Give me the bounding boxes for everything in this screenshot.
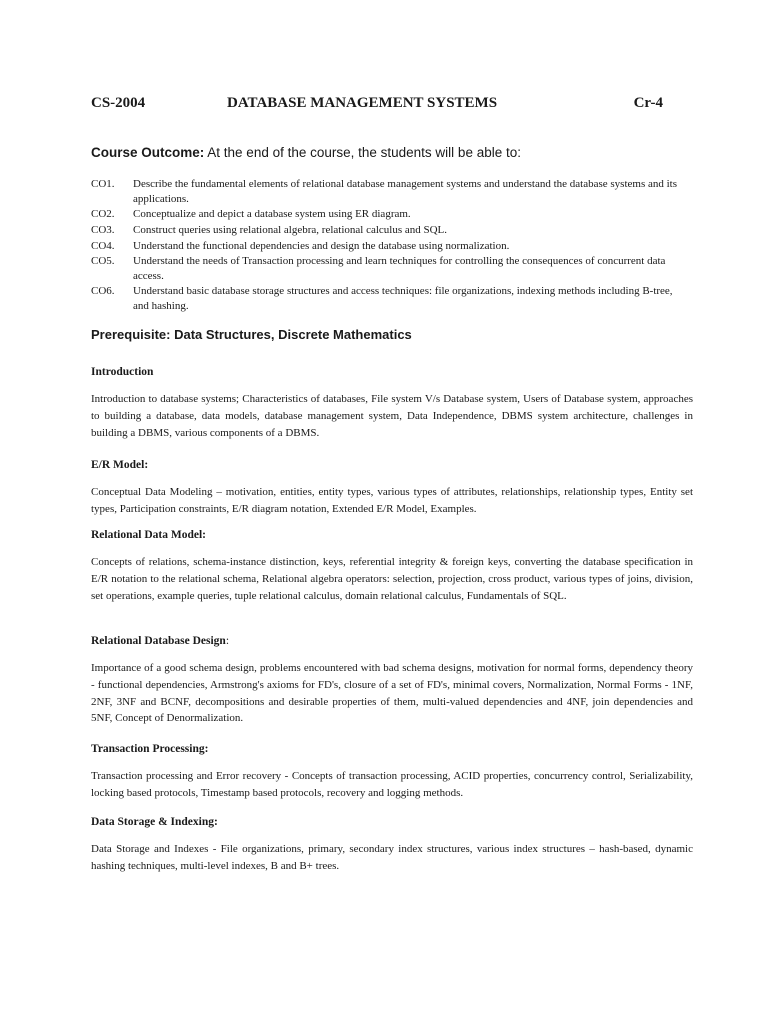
- section-introduction: [91, 365, 693, 441]
- course-header: [91, 95, 663, 115]
- prerequisite-line: Prerequisite: Data Structures, Discrete Mathematics: [91, 327, 412, 342]
- section-heading: Relational Database Design: [91, 635, 226, 647]
- section-body: Transaction processing and Error recovery - Concepts of transaction processing, ACID properties, concurrency control, Serializability, locking based protocols, Timestamp based protocols, recovery and logging methods.: [91, 770, 693, 799]
- list-item: [91, 207, 691, 222]
- course-outcome-text: At the end of the course, the students will be able to:: [204, 145, 521, 160]
- list-item: [91, 284, 691, 313]
- course-outcome-intro: [91, 145, 691, 160]
- section-body: Concepts of relations, schema-instance distinction, keys, referential integrity & foreign keys, converting the database specification in E/R notation to the relational schema, Relational algebra operators: selection, projection, cross product, various types of joins, division, set operations, example queries, tuple relational calculus, domain relational calculus, Fundamentals of SQL.: [91, 556, 693, 602]
- outcome-text: Understand the needs of Transaction processing and learn techniques for controlling the consequences of concurrent data access.: [133, 255, 666, 282]
- section-heading: Relational Data Model:: [91, 529, 206, 541]
- outcome-number: CO6.: [91, 285, 115, 298]
- section-relational-data-model: [91, 528, 693, 604]
- outcome-text: Conceptualize and depict a database system using ER diagram.: [133, 208, 411, 221]
- section-body: Introduction to database systems; Characteristics of databases, File system V/s Database system, Users of Database system, approaches to building a database, data models, database management system, Data Independence, DBMS system architecture, challenges in building a DBMS, various components of a DBMS.: [91, 393, 693, 439]
- section-transaction-processing: [91, 742, 693, 802]
- outcome-text: Understand the functional dependencies and design the database using normalization.: [133, 239, 510, 252]
- section-heading: E/R Model:: [91, 459, 149, 471]
- course-title: DATABASE MANAGEMENT SYSTEMS: [227, 95, 498, 111]
- section-heading: Transaction Processing:: [91, 743, 209, 755]
- outcome-text: Construct queries using relational algebra, relational calculus and SQL.: [133, 223, 448, 236]
- outcome-number: CO5.: [91, 255, 115, 268]
- outcome-number: CO1.: [91, 178, 115, 190]
- outcome-text: Describe the fundamental elements of relational database management systems and understand the database systems and its applications.: [133, 178, 678, 205]
- section-body: Conceptual Data Modeling – motivation, entities, entity types, various types of attributes, relationships, relationship types, Entity set types, Participation constraints, E/R diagram notation, Extended E/R Model, Examples.: [91, 486, 693, 515]
- outcome-number: CO4.: [91, 239, 115, 252]
- course-code: CS-2004: [91, 95, 146, 111]
- course-credits: Cr-4: [633, 95, 663, 111]
- section-data-storage-indexing: [91, 815, 693, 875]
- section-body: Data Storage and Indexes - File organizations, primary, secondary index structures, various index structures – hash-based, dynamic hashing techniques, multi-level indexes, B and B+ trees.: [91, 843, 693, 872]
- section-heading: Data Storage & Indexing:: [91, 816, 218, 828]
- list-item: [91, 177, 691, 206]
- course-outcome-list: [91, 177, 691, 315]
- outcome-number: CO3.: [91, 223, 115, 236]
- section-heading-suffix: :: [225, 635, 230, 647]
- outcome-number: CO2.: [91, 208, 115, 221]
- section-er-model: [91, 458, 693, 518]
- list-item: [91, 254, 691, 283]
- section-relational-database-design: [91, 634, 693, 727]
- outcome-text: Understand basic database storage structures and access techniques: file organizations, indexing methods including B-tree, and hashing.: [133, 285, 673, 312]
- course-outcome-label: Course Outcome:: [91, 145, 205, 160]
- section-body: Importance of a good schema design, problems encountered with bad schema designs, motivation for normal forms, dependency theory - functional dependencies, Armstrong's axioms for FD's, closure of a set of FD's, minimal covers, Normalization, Normal Forms - 1NF, 2NF, 3NF and BCNF, decompositions and desirable properties of them, multi-valued dependencies and 4NF, join dependencies and 5NF, Concept of Denormalization.: [91, 662, 693, 725]
- list-item: [91, 223, 691, 238]
- section-heading: Introduction: [91, 366, 154, 378]
- list-item: [91, 239, 691, 254]
